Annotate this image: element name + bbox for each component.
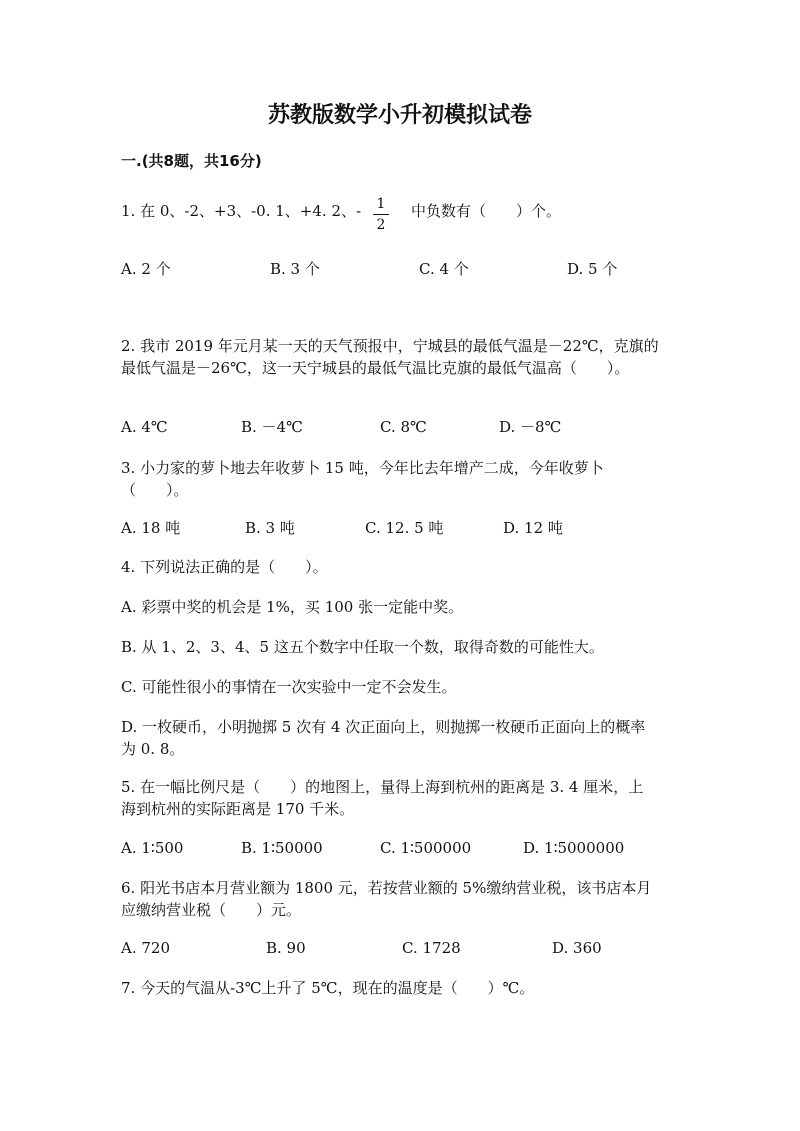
q5-option-c: C. 1∶500000 <box>380 839 472 857</box>
q3-option-c: C. 12. 5 吨 <box>365 519 444 537</box>
q7-stem: 7. 今天的气温从-3℃上升了 5℃，现在的温度是（ ）℃。 <box>121 979 535 997</box>
q1-option-a: A. 2 个 <box>121 260 171 278</box>
q4-stem: 4. 下列说法正确的是（ ）。 <box>121 558 328 576</box>
q5-line2: 海到杭州的实际距离是 170 千米。 <box>121 800 355 818</box>
q2-option-a: A. 4℃ <box>121 418 168 436</box>
q3-option-d: D. 12 吨 <box>503 519 563 537</box>
section-heading: 一.(共8题，共16分) <box>121 152 262 170</box>
q6-line2: 应缴纳营业税（ ）元。 <box>121 901 302 919</box>
q2-option-c: C. 8℃ <box>380 418 427 436</box>
q3-option-a: A. 18 吨 <box>121 519 181 537</box>
q6-option-c: C. 1728 <box>402 939 461 957</box>
q1-fraction-denominator: 2 <box>376 217 386 233</box>
q2-option-b: B. －4℃ <box>241 418 303 436</box>
q1-stem: 1. 在 0、-2、+3、-0. 1、+4. 2、- <box>121 202 362 220</box>
q4-option-d-line2: 为 0. 8。 <box>121 740 185 758</box>
q2-line1: 2. 我市 2019 年元月某一天的天气预报中，宁城县的最低气温是－22℃，克旗的 <box>121 337 659 355</box>
q6-option-a: A. 720 <box>121 939 170 957</box>
q5-line1: 5. 在一幅比例尺是（ ）的地图上，量得上海到杭州的距离是 3. 4 厘米，上 <box>121 778 644 796</box>
q4-option-b: B. 从 1、2、3、4、5 这五个数字中任取一个数，取得奇数的可能性大。 <box>121 638 604 656</box>
q1-stem-after: 中负数有（ ）个。 <box>411 202 562 220</box>
q3-line2: （ ）。 <box>121 481 189 499</box>
q5-option-b: B. 1∶50000 <box>241 839 323 857</box>
q1-fraction <box>371 196 391 233</box>
fraction-bar <box>373 214 389 215</box>
page-title: 苏教版数学小升初模拟试卷 <box>267 103 532 128</box>
q2-option-d: D. －8℃ <box>499 418 562 436</box>
q5-option-d: D. 1∶5000000 <box>523 839 625 857</box>
q5-option-a: A. 1∶500 <box>121 839 184 857</box>
q1-fraction-numerator: 1 <box>376 196 386 212</box>
q4-option-d-line1: D. 一枚硬币，小明抛掷 5 次有 4 次正面向上，则抛掷一枚硬币正面向上的概率 <box>121 718 646 736</box>
q2-line2: 最低气温是－26℃，这一天宁城县的最低气温比克旗的最低气温高（ ）。 <box>121 359 630 377</box>
q6-option-b: B. 90 <box>266 939 306 957</box>
q1-option-b: B. 3 个 <box>270 260 320 278</box>
q1-option-c: C. 4 个 <box>419 260 469 278</box>
q1-option-d: D. 5 个 <box>567 260 618 278</box>
q3-option-b: B. 3 吨 <box>245 519 295 537</box>
q6-line1: 6. 阳光书店本月营业额为 1800 元，若按营业额的 5%缴纳营业税，该书店本月 <box>121 879 652 897</box>
q3-line1: 3. 小力家的萝卜地去年收萝卜 15 吨，今年比去年增产二成，今年收萝卜 <box>121 459 604 477</box>
q4-option-c: C. 可能性很小的事情在一次实验中一定不会发生。 <box>121 678 457 696</box>
q4-option-a: A. 彩票中奖的机会是 1%，买 100 张一定能中奖。 <box>121 598 464 616</box>
q6-option-d: D. 360 <box>552 939 602 957</box>
